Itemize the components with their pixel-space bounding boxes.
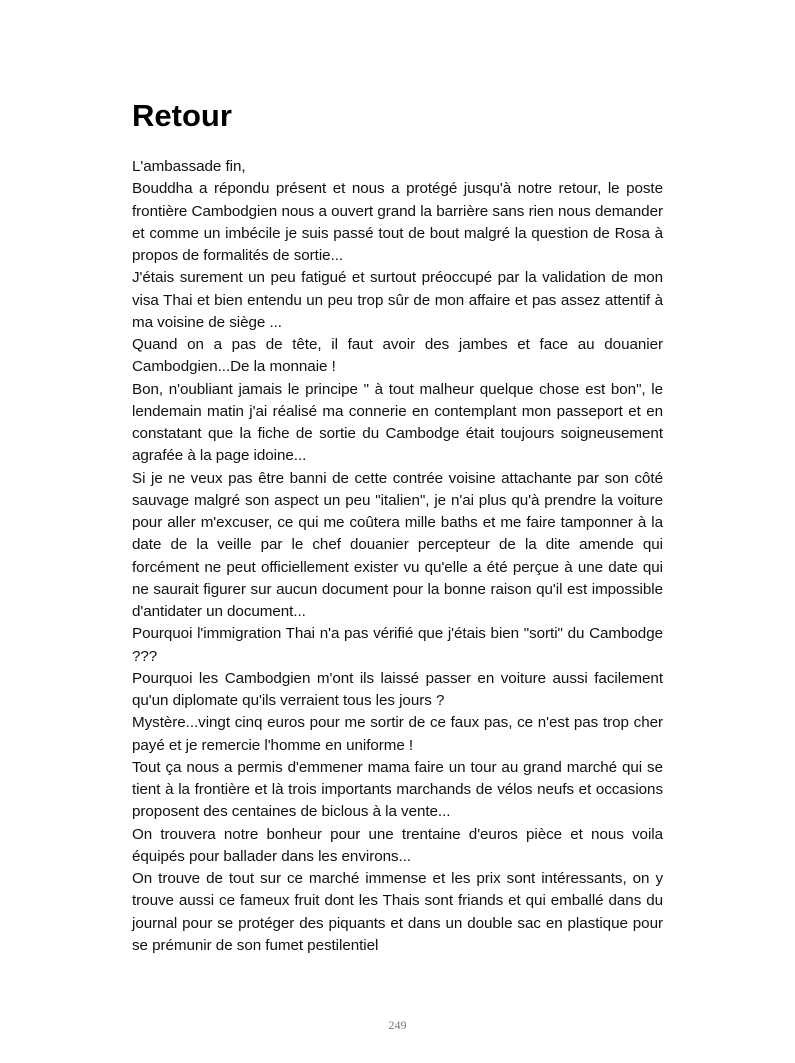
paragraph: Bouddha a répondu présent et nous a protégé jusqu'à notre retour, le poste frontière Cambodgien nous a ouvert grand la barrière sans rien nous demander et comme un imbécile je suis passé tout de bout malgré la question de Rosa à propos de formalités de sortie... — [132, 180, 663, 264]
paragraph: Tout ça nous a permis d'emmener mama faire un tour au grand marché qui se tient à la frontière et là trois importants marchands de vélos neufs et occasions proposent des centaines de biclous à la vente... — [132, 758, 663, 821]
paragraph: On trouvera notre bonheur pour une trentaine d'euros pièce et nous voila équipés pour ballader dans les environs... — [132, 825, 663, 865]
paragraph: Bon, n'oubliant jamais le principe " à tout malheur quelque chose est bon", le lendemain matin j'ai réalisé ma connerie en contemplant mon passeport et en constatant que la fiche de sortie du Cambodge était toujours soigneusement agrafée à la page idoine... — [132, 380, 663, 465]
paragraph: Si je ne veux pas être banni de cette contrée voisine attachante par son côté sauvage malgré son aspect un peu "italien", je n'ai plus qu'à prendre la voiture pour aller m'excuser, ce qui me coûtera mille baths et me faire tamponner à la date de la veille par le chef douanier percepteur de la dite amende qui forcément ne peut officiellement exister vu qu'elle a été perçue à une date qui ne saurait figurer sur aucun document pour la bonne raison qu'il est impossible d'antidater un document... — [132, 469, 663, 620]
paragraph: L'ambassade fin, — [132, 158, 246, 175]
paragraph: Pourquoi l'immigration Thai n'a pas vérifié que j'étais bien "sorti" du Cambodge ??? — [132, 625, 663, 665]
page-number: 249 — [388, 1018, 407, 1032]
paragraph: Quand on a pas de tête, il faut avoir des jambes et face au douanier Cambodgien...De la monnaie ! — [132, 336, 663, 376]
paragraph: On trouve de tout sur ce marché immense et les prix sont intéressants, on y trouve aussi ce fameux fruit dont les Thais sont friands et qui emballé dans du journal pour se protéger des piquants et dans un double sac en plastique pour se prémunir de son fumet pestilentiel — [132, 870, 663, 954]
paragraph: Pourquoi les Cambodgien m'ont ils laissé passer en voiture aussi facilement qu'un diplomate qu'ils verraient tous les jours ? — [132, 669, 663, 709]
chapter-title: Retour — [132, 98, 232, 133]
paragraph: J'étais surement un peu fatigué et surtout préoccupé par la validation de mon visa Thai et bien entendu un peu trop sûr de mon affaire et pas assez attentif à ma voisine de siège ... — [132, 269, 663, 331]
paragraph: Mystère...vingt cinq euros pour me sortir de ce faux pas, ce n'est pas trop cher payé et je remercie l'homme en uniforme ! — [132, 714, 663, 754]
body-text — [132, 156, 663, 957]
